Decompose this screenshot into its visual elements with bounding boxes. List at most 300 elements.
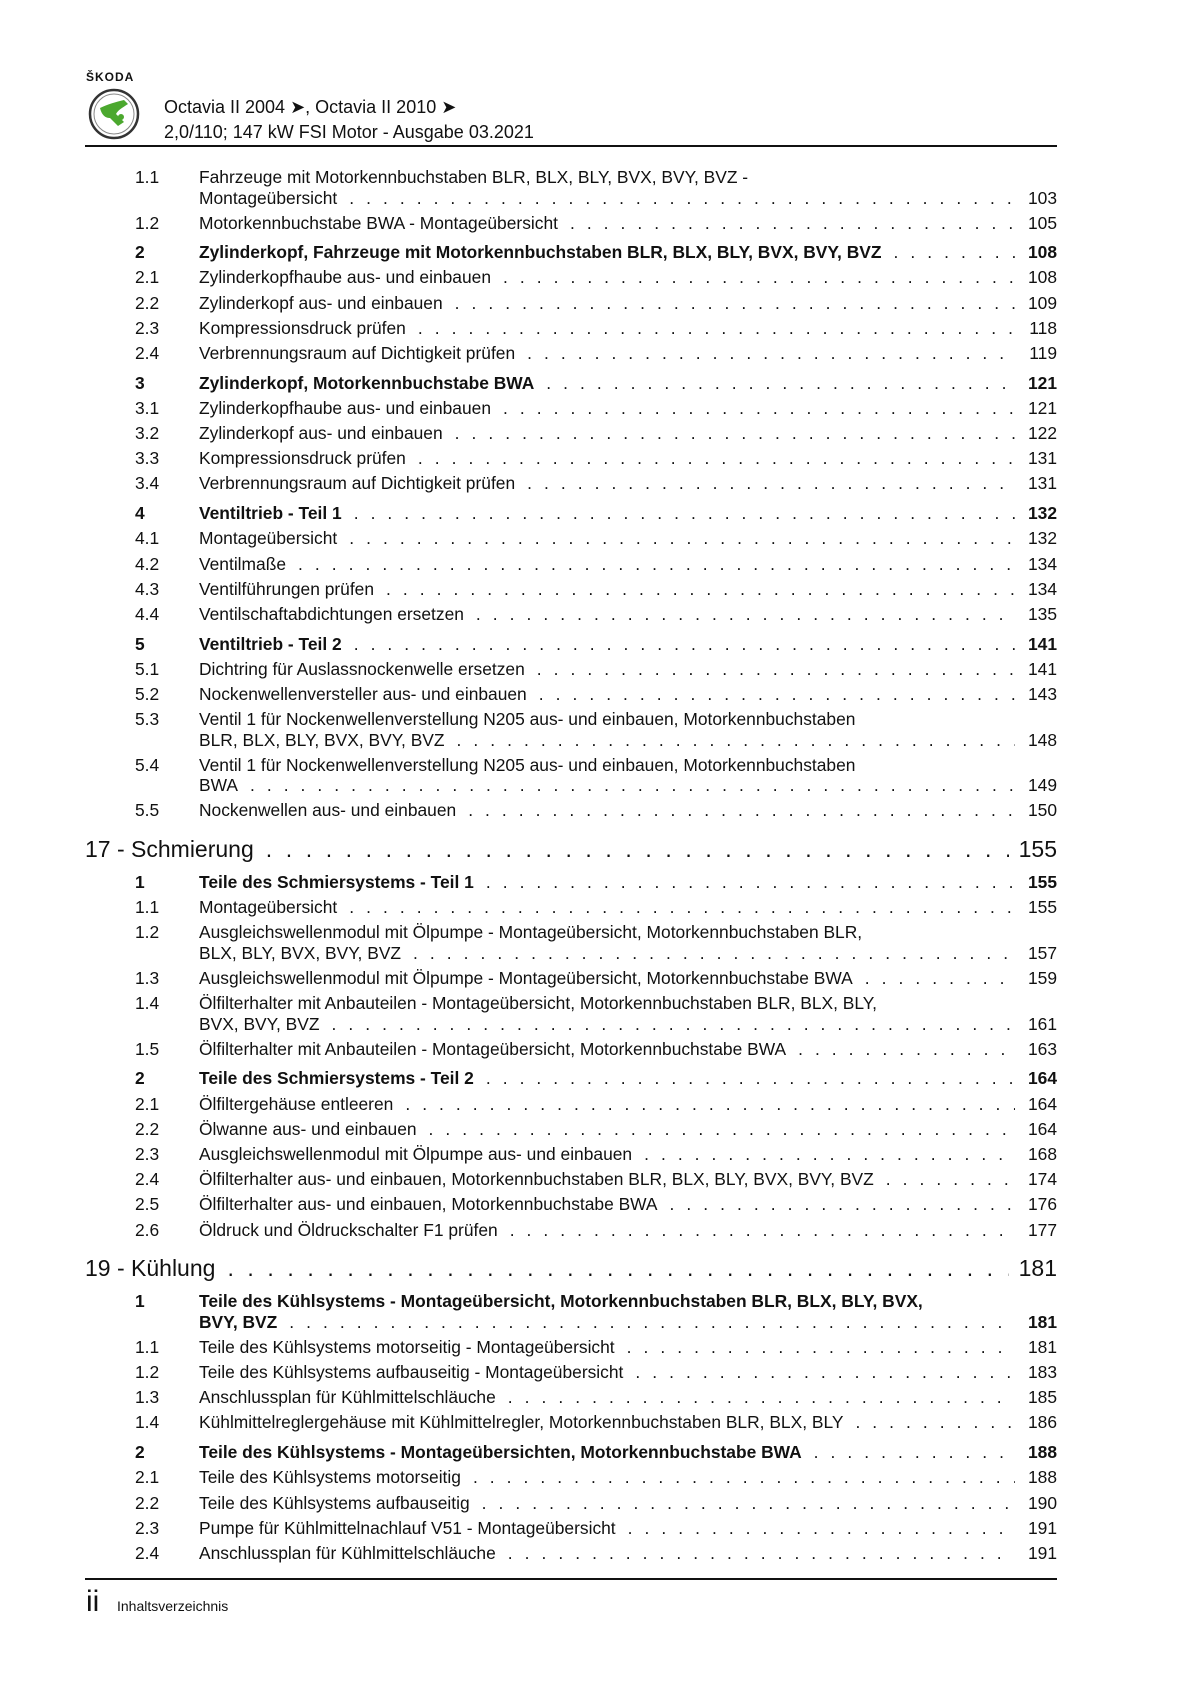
toc-entry-number: 4.4 [135,603,160,624]
toc-entry-number: 3.2 [135,423,160,444]
dot-leader [413,943,1015,964]
toc-entry-body [199,398,1057,423]
toc-entry-number: 2.6 [135,1219,160,1240]
toc-entry-number: 1.3 [135,1387,160,1408]
dot-leader [418,448,1015,469]
toc-entry-title: Verbrennungsraum auf Dichtigkeit prüfen [199,343,516,364]
toc-entry-number: 2 [135,1442,145,1463]
toc-entry-page[interactable]: 132 [1027,503,1057,524]
toc-entry-title: Verbrennungsraum auf Dichtigkeit prüfen [199,473,516,494]
toc-entry-line [199,1412,1057,1433]
toc-entry-page[interactable]: 134 [1027,578,1057,599]
toc-entry[interactable] [85,1543,1057,1568]
toc-entry-number: 1.3 [135,968,160,988]
toc-entry-line [199,528,1057,549]
toc-entry-page[interactable]: 191 [1027,1517,1057,1538]
toc-entry-body [199,684,1057,709]
toc-entry-line [199,1014,1057,1035]
toc-entry-page[interactable]: 141 [1027,633,1057,654]
dot-leader [510,1220,1015,1241]
dot-leader [627,1337,1015,1358]
toc-entry-number: 2.4 [135,343,160,364]
toc-entry-number: 2 [135,242,145,263]
toc-entry-page[interactable]: 183 [1027,1362,1057,1383]
toc-entry-number: 1 [135,872,145,893]
toc-entry-body [199,1144,1057,1169]
toc-entry[interactable] [85,1169,1057,1194]
toc-entry-number: 2.3 [135,1144,160,1165]
toc-entry-body [199,755,1057,801]
toc-entry-title: Nockenwellenversteller aus- und einbauen [199,683,527,704]
toc-entry-line [199,1119,1057,1140]
dot-leader [429,1119,1015,1140]
toc-entry-line [199,897,1057,918]
toc-entry-title: Anschlussplan für Kühlmittelschläuche [199,1387,496,1408]
toc-entry-title: Zylinderkopfhaube aus- und einbauen [199,397,491,418]
dot-leader [386,579,1015,600]
toc-entry-page[interactable]: 164 [1027,1093,1057,1114]
toc-entry-page[interactable]: 186 [1027,1412,1057,1433]
toc-entry-body [199,1039,1057,1064]
toc-entry[interactable] [85,1194,1057,1219]
toc-entry[interactable] [85,473,1057,498]
toc-entry-body [199,1169,1057,1194]
toc-entry[interactable] [85,709,1057,755]
toc-entry[interactable] [85,897,1057,922]
dot-leader [855,1412,1015,1433]
toc-entry-page[interactable]: 155 [1027,897,1057,918]
toc-entry-line [199,242,1057,263]
toc-entry-page[interactable]: 103 [1027,187,1057,208]
toc-entry-line [199,1094,1057,1115]
dot-leader [482,1493,1015,1514]
toc-entry[interactable] [85,579,1057,604]
toc-entry-line [199,1387,1057,1408]
toc-entry-line [199,1220,1057,1241]
toc-entry-number: 3.1 [135,397,160,418]
toc-section[interactable] [85,1068,1057,1093]
toc-entry-body [199,659,1057,684]
toc-entry-title: Ölfilterhalter mit Anbauteilen - Montageübersicht, Motorkennbuchstabe BWA [199,1038,787,1059]
toc-entry-body [199,423,1057,448]
toc-entry-number: 5.2 [135,683,160,704]
toc-entry-title: BLX, BLY, BVX, BVY, BVZ [199,942,402,963]
toc-entry-number: 1.4 [135,1412,160,1433]
toc-entry-title: Ventiltrieb - Teil 1 [199,503,342,524]
toc-entry-page[interactable]: 177 [1027,1219,1057,1240]
toc-entry-title: Teile des Kühlsystems aufbauseitig - Montageübersicht [199,1362,624,1383]
toc-entry-title: Ausgleichswellenmodul mit Ölpumpe aus- und einbauen [199,1144,633,1165]
toc-entry-number: 2.3 [135,1517,160,1538]
toc-entry-page[interactable]: 163 [1027,1038,1057,1059]
toc-entry-line [199,659,1057,680]
toc-entry-page[interactable]: 105 [1027,212,1057,233]
toc-entry-line [199,423,1057,444]
toc-entry-line [199,473,1057,494]
toc-entry-page[interactable]: 150 [1027,800,1057,821]
toc-entry-page[interactable]: 176 [1027,1194,1057,1215]
toc-entry-page[interactable]: 155 [1018,835,1057,862]
toc-entry-number: 1.1 [135,1336,160,1357]
toc-entry-line [199,1518,1057,1539]
toc-entry-number: 3 [135,372,145,393]
toc-entry-page[interactable]: 168 [1027,1144,1057,1165]
dot-leader [814,1442,1015,1463]
toc-entry-number: 2.2 [135,1118,160,1139]
toc-entry-title-line1: Ventil 1 für Nockenwellenverstellung N205 aus- und einbauen, Motorkennbuchstaben [199,709,856,730]
toc-entry-number: 1.2 [135,212,160,233]
toc-entry-page[interactable]: 190 [1027,1492,1057,1513]
toc-entry-page[interactable]: 185 [1027,1387,1057,1408]
dot-leader [798,1039,1015,1060]
toc-entry[interactable] [85,922,1057,968]
toc-entry-title: Ventiltrieb - Teil 2 [199,633,342,654]
dot-leader [473,1467,1015,1488]
toc-entry-title-line1: Ausgleichswellenmodul mit Ölpumpe - Montageübersicht, Motorkennbuchstaben BLR, [199,922,863,943]
toc-entry-page[interactable]: 108 [1027,267,1057,288]
toc-entry-body [199,1094,1057,1119]
toc-entry-title: Ölfilterhalter aus- und einbauen, Motorkennbuchstaben BLR, BLX, BLY, BVX, BVY, BVZ [199,1169,874,1190]
toc-entry-title: 19 - Kühlung [85,1254,216,1281]
dot-leader [289,1312,1015,1333]
toc-entry-line [199,1362,1057,1383]
toc-entry[interactable] [85,755,1057,801]
toc-entry-number: 5.1 [135,658,160,679]
toc-entry-page[interactable]: 188 [1027,1467,1057,1488]
dot-leader [418,318,1015,339]
toc-entry[interactable] [85,1039,1057,1064]
toc-entry-line [199,448,1057,469]
toc-entry-line [199,267,1057,288]
toc-entry-page[interactable]: 118 [1029,317,1057,338]
toc-entry-line [199,634,1057,655]
toc-entry-body [199,1442,1057,1467]
dot-leader [468,800,1015,821]
toc-entry-line [199,1039,1057,1060]
toc-entry-page[interactable]: 122 [1027,423,1057,444]
dot-leader [486,1068,1015,1089]
toc-entry-number: 1.1 [135,897,160,918]
toc-entry-page[interactable]: 188 [1027,1442,1057,1463]
toc-section[interactable] [85,1442,1057,1467]
toc-entry-body [199,318,1057,343]
toc-entry-title: Teile des Kühlsystems aufbauseitig [199,1492,470,1513]
toc-entry-body [199,968,1057,993]
toc-entry[interactable] [85,1337,1057,1362]
toc-entry-number: 1.5 [135,1038,160,1059]
toc-entry-page[interactable]: 164 [1027,1068,1057,1089]
toc-entry-title: Dichtring für Auslassnockenwelle ersetzen [199,658,525,679]
header-title: Octavia II 2004 ➤, Octavia II 2010 ➤ [164,97,457,117]
toc-section[interactable] [85,242,1057,267]
toc-entry-page[interactable]: 121 [1027,372,1057,393]
toc-entry-line [199,1312,1057,1333]
toc-entry[interactable] [85,343,1057,368]
brand-wordmark: ŠKODA [86,70,135,84]
dot-leader [349,897,1015,918]
toc-entry-title: Montageübersicht [199,897,338,918]
toc-entry-title: Kompressionsdruck prüfen [199,317,406,338]
dot-leader [250,775,1015,796]
toc-entry-page[interactable]: 164 [1027,1118,1057,1139]
dot-leader [405,1094,1015,1115]
toc-entry-title: Pumpe für Kühlmittelnachlauf V51 - Montageübersicht [199,1517,616,1538]
toc-entry-body [199,1493,1057,1518]
toc-entry-page[interactable]: 159 [1027,968,1057,988]
toc-entry-line [199,1337,1057,1358]
toc-entry-page[interactable]: 141 [1027,658,1057,679]
toc-entry[interactable] [85,1144,1057,1169]
toc-entry-number: 5 [135,633,145,654]
toc-entry-title: BLR, BLX, BLY, BVX, BVY, BVZ [199,729,445,750]
toc-entry[interactable] [85,1094,1057,1119]
toc-entry-body [199,473,1057,498]
toc-entry-line [199,554,1057,575]
dot-leader [455,423,1015,444]
toc-entry-line [199,1493,1057,1514]
toc-entry-title: 17 - Schmierung [85,835,254,862]
dot-leader [508,1543,1015,1564]
toc-entry-number: 4.2 [135,553,160,574]
toc-entry-title: Teile des Kühlsystems motorseitig - Montageübersicht [199,1336,615,1357]
toc-entry-line [199,604,1057,625]
dot-leader [546,373,1015,394]
toc-entry-body [199,922,1057,968]
toc-entry-page[interactable]: 181 [1027,1311,1057,1332]
toc-entry-line [199,579,1057,600]
toc-entry-title: Ventilschaftabdichtungen ersetzen [199,603,464,624]
toc-entry-body [85,836,1057,868]
toc-entry-number: 2.1 [135,1093,160,1114]
dot-leader [644,1144,1015,1165]
toc-section[interactable] [85,634,1057,659]
toc-entry-title-line1: Ventil 1 für Nockenwellenverstellung N205 aus- und einbauen, Motorkennbuchstaben [199,754,856,775]
toc-entry-body [199,1467,1057,1492]
toc-entry-line [85,836,1057,862]
toc-entry-title: Teile des Schmiersystems - Teil 2 [199,1068,474,1089]
toc-entry-number: 1.2 [135,1362,160,1383]
toc-entry-page[interactable]: 135 [1027,603,1057,624]
toc-section[interactable] [85,373,1057,398]
dot-leader [354,634,1015,655]
toc-entry[interactable] [85,800,1057,825]
toc-entry-number: 4.3 [135,578,160,599]
dot-leader [527,343,1015,364]
dot-leader [349,528,1015,549]
toc-entry-line [199,213,1057,234]
toc-entry-body [199,1412,1057,1437]
toc-entry-body [199,267,1057,292]
toc-entry-body [199,554,1057,579]
dot-leader [537,659,1015,680]
toc-chapter[interactable] [85,836,1057,868]
toc-entry-line [199,800,1057,821]
toc-entry-number: 2.3 [135,317,160,338]
toc-entry-body [199,872,1057,897]
toc-entry-title: Zylinderkopf aus- und einbauen [199,423,443,444]
toc-entry-page[interactable]: 121 [1027,397,1057,418]
toc-entry-number: 1.2 [135,922,160,943]
toc-entry[interactable] [85,604,1057,629]
toc-entry-page[interactable]: 181 [1027,1336,1057,1357]
toc-entry-page[interactable]: 148 [1027,729,1057,750]
toc-entry-title: Montageübersicht [199,528,338,549]
toc-section[interactable] [85,1291,1057,1337]
toc-entry[interactable] [85,1467,1057,1492]
toc-entry-number: 3.4 [135,473,160,494]
toc-entry-body [199,709,1057,755]
toc-entry-body [199,503,1057,528]
toc-entry-body [85,1255,1057,1287]
toc-entry-title: Ölfiltergehäuse entleeren [199,1093,394,1114]
toc-entry-title: Ventilmaße [199,553,286,574]
toc-entry[interactable] [85,1362,1057,1387]
toc-entry-title: Teile des Schmiersystems - Teil 1 [199,872,474,893]
toc-entry-page[interactable]: 119 [1029,343,1057,364]
header-divider [85,145,1057,147]
toc-entry-title: Teile des Kühlsystems - Montageübersichten, Motorkennbuchstabe BWA [199,1442,802,1463]
toc-entry-body [199,293,1057,318]
toc-entry[interactable] [85,684,1057,709]
toc-entry-title: Kühlmittelreglergehäuse mit Kühlmittelregler, Motorkennbuchstaben BLR, BLX, BLY [199,1412,844,1433]
toc-entry-line [199,1169,1057,1190]
toc-entry-page[interactable]: 143 [1027,683,1057,704]
toc-entry[interactable] [85,1119,1057,1144]
toc-entry-number: 2.5 [135,1194,160,1215]
toc-entry[interactable] [85,968,1057,993]
toc-entry-body [199,993,1057,1039]
dot-leader [570,213,1015,234]
toc-entry-page[interactable]: 161 [1027,1013,1057,1034]
dot-leader [539,684,1015,705]
toc-entry-title: Montageübersicht [199,187,338,208]
dot-leader [266,836,1009,862]
toc-entry-page[interactable]: 174 [1027,1169,1057,1190]
toc-entry[interactable] [85,448,1057,473]
toc-entry-line [199,968,1057,989]
toc-entry[interactable] [85,213,1057,238]
dot-leader [670,1194,1015,1215]
toc-entry[interactable] [85,1412,1057,1437]
toc-entry[interactable] [85,318,1057,343]
toc-entry[interactable] [85,293,1057,318]
toc-entry-number: 1.1 [135,167,160,187]
toc-entry-page[interactable]: 155 [1027,872,1057,893]
toc-entry-number: 2.1 [135,267,160,288]
toc-entry-line [199,1543,1057,1564]
toc-entry-title: BWA [199,775,238,796]
toc-entry[interactable] [85,554,1057,579]
toc-entry[interactable] [85,1518,1057,1543]
toc-entry[interactable] [85,528,1057,553]
dot-leader [298,554,1015,575]
toc-entry-page[interactable]: 131 [1027,448,1057,469]
toc-entry-number: 4 [135,503,145,524]
toc-entry-title: Ventilführungen prüfen [199,578,375,599]
dot-leader [476,604,1015,625]
toc-entry[interactable] [85,398,1057,423]
toc-section[interactable] [85,503,1057,528]
dot-leader [332,1014,1015,1035]
toc-entry-page[interactable]: 157 [1027,942,1057,963]
toc-entry-body [199,1291,1057,1337]
toc-entry-title: Zylinderkopf aus- und einbauen [199,292,443,313]
toc-entry-body [199,528,1057,553]
toc-entry-title: Zylinderkopf, Motorkennbuchstabe BWA [199,372,535,393]
toc-entry-page[interactable]: 191 [1027,1542,1057,1563]
toc-entry-page[interactable]: 131 [1027,473,1057,494]
toc-entry-number: 2.2 [135,1492,160,1513]
toc-entry-body [199,604,1057,629]
toc-entry-line [199,1068,1057,1089]
dot-leader [865,968,1015,989]
toc-entry-body [199,1387,1057,1412]
toc-entry-title-line1: Ölfilterhalter mit Anbauteilen - Montageübersicht, Motorkennbuchstaben BLR, BLX, BLY, [199,993,877,1014]
toc-entry-number: 2.4 [135,1169,160,1190]
toc-entry-line [199,1144,1057,1165]
toc-entry[interactable] [85,993,1057,1039]
dot-leader [886,1169,1015,1190]
toc-entry-body [199,800,1057,825]
footer-label: Inhaltsverzeichnis [117,1598,229,1614]
toc-entry[interactable] [85,423,1057,448]
toc-entry[interactable] [85,267,1057,292]
toc-entry-title: Zylinderkopf, Fahrzeuge mit Motorkennbuchstaben BLR, BLX, BLY, BVX, BVY, BVZ [199,242,882,263]
toc-entry[interactable] [85,1387,1057,1412]
toc-entry-number: 2.2 [135,292,160,313]
toc-entry[interactable] [85,1493,1057,1518]
dot-leader [227,1255,1008,1281]
dot-leader [635,1362,1015,1383]
toc-section[interactable] [85,872,1057,897]
toc-entry-title-line1: Fahrzeuge mit Motorkennbuchstaben BLR, BLX, BLY, BVX, BVY, BVZ - [199,167,749,187]
toc-entry[interactable] [85,167,1057,213]
dot-leader [354,503,1015,524]
toc-entry-body [199,1362,1057,1387]
toc-entry-line [199,503,1057,524]
dot-leader [508,1387,1015,1408]
toc-entry-line [199,343,1057,364]
toc-entry[interactable] [85,659,1057,684]
toc-entry-body [199,242,1057,267]
toc-entry-body [199,1194,1057,1219]
toc-entry-page[interactable]: 132 [1027,528,1057,549]
toc-entry-page[interactable]: 149 [1027,775,1057,796]
toc-entry-body [199,213,1057,238]
toc-entry-title: Anschlussplan für Kühlmittelschläuche [199,1542,496,1563]
dot-leader [894,242,1015,263]
toc-entry-body [199,1518,1057,1543]
toc-entry-title: Ölfilterhalter aus- und einbauen, Motorkennbuchstabe BWA [199,1194,658,1215]
toc-entry-page[interactable]: 108 [1027,242,1057,263]
toc-entry-body [199,343,1057,368]
dot-leader [457,730,1015,751]
toc-entry-title: Motorkennbuchstabe BWA - Montageübersicht [199,212,558,233]
toc-entry-line [199,730,1057,751]
toc-entry-number: 1 [135,1291,145,1312]
table-of-contents [85,167,1057,1568]
toc-chapter[interactable] [85,1255,1057,1287]
toc-entry-number: 5.5 [135,800,160,821]
toc-entry-page[interactable]: 109 [1027,292,1057,313]
dot-leader [486,872,1015,893]
toc-entry-page[interactable]: 181 [1018,1254,1057,1281]
dot-leader [503,398,1015,419]
toc-entry-body [199,1220,1057,1245]
toc-entry-page[interactable]: 134 [1027,553,1057,574]
dot-leader [527,473,1015,494]
toc-entry[interactable] [85,1220,1057,1245]
